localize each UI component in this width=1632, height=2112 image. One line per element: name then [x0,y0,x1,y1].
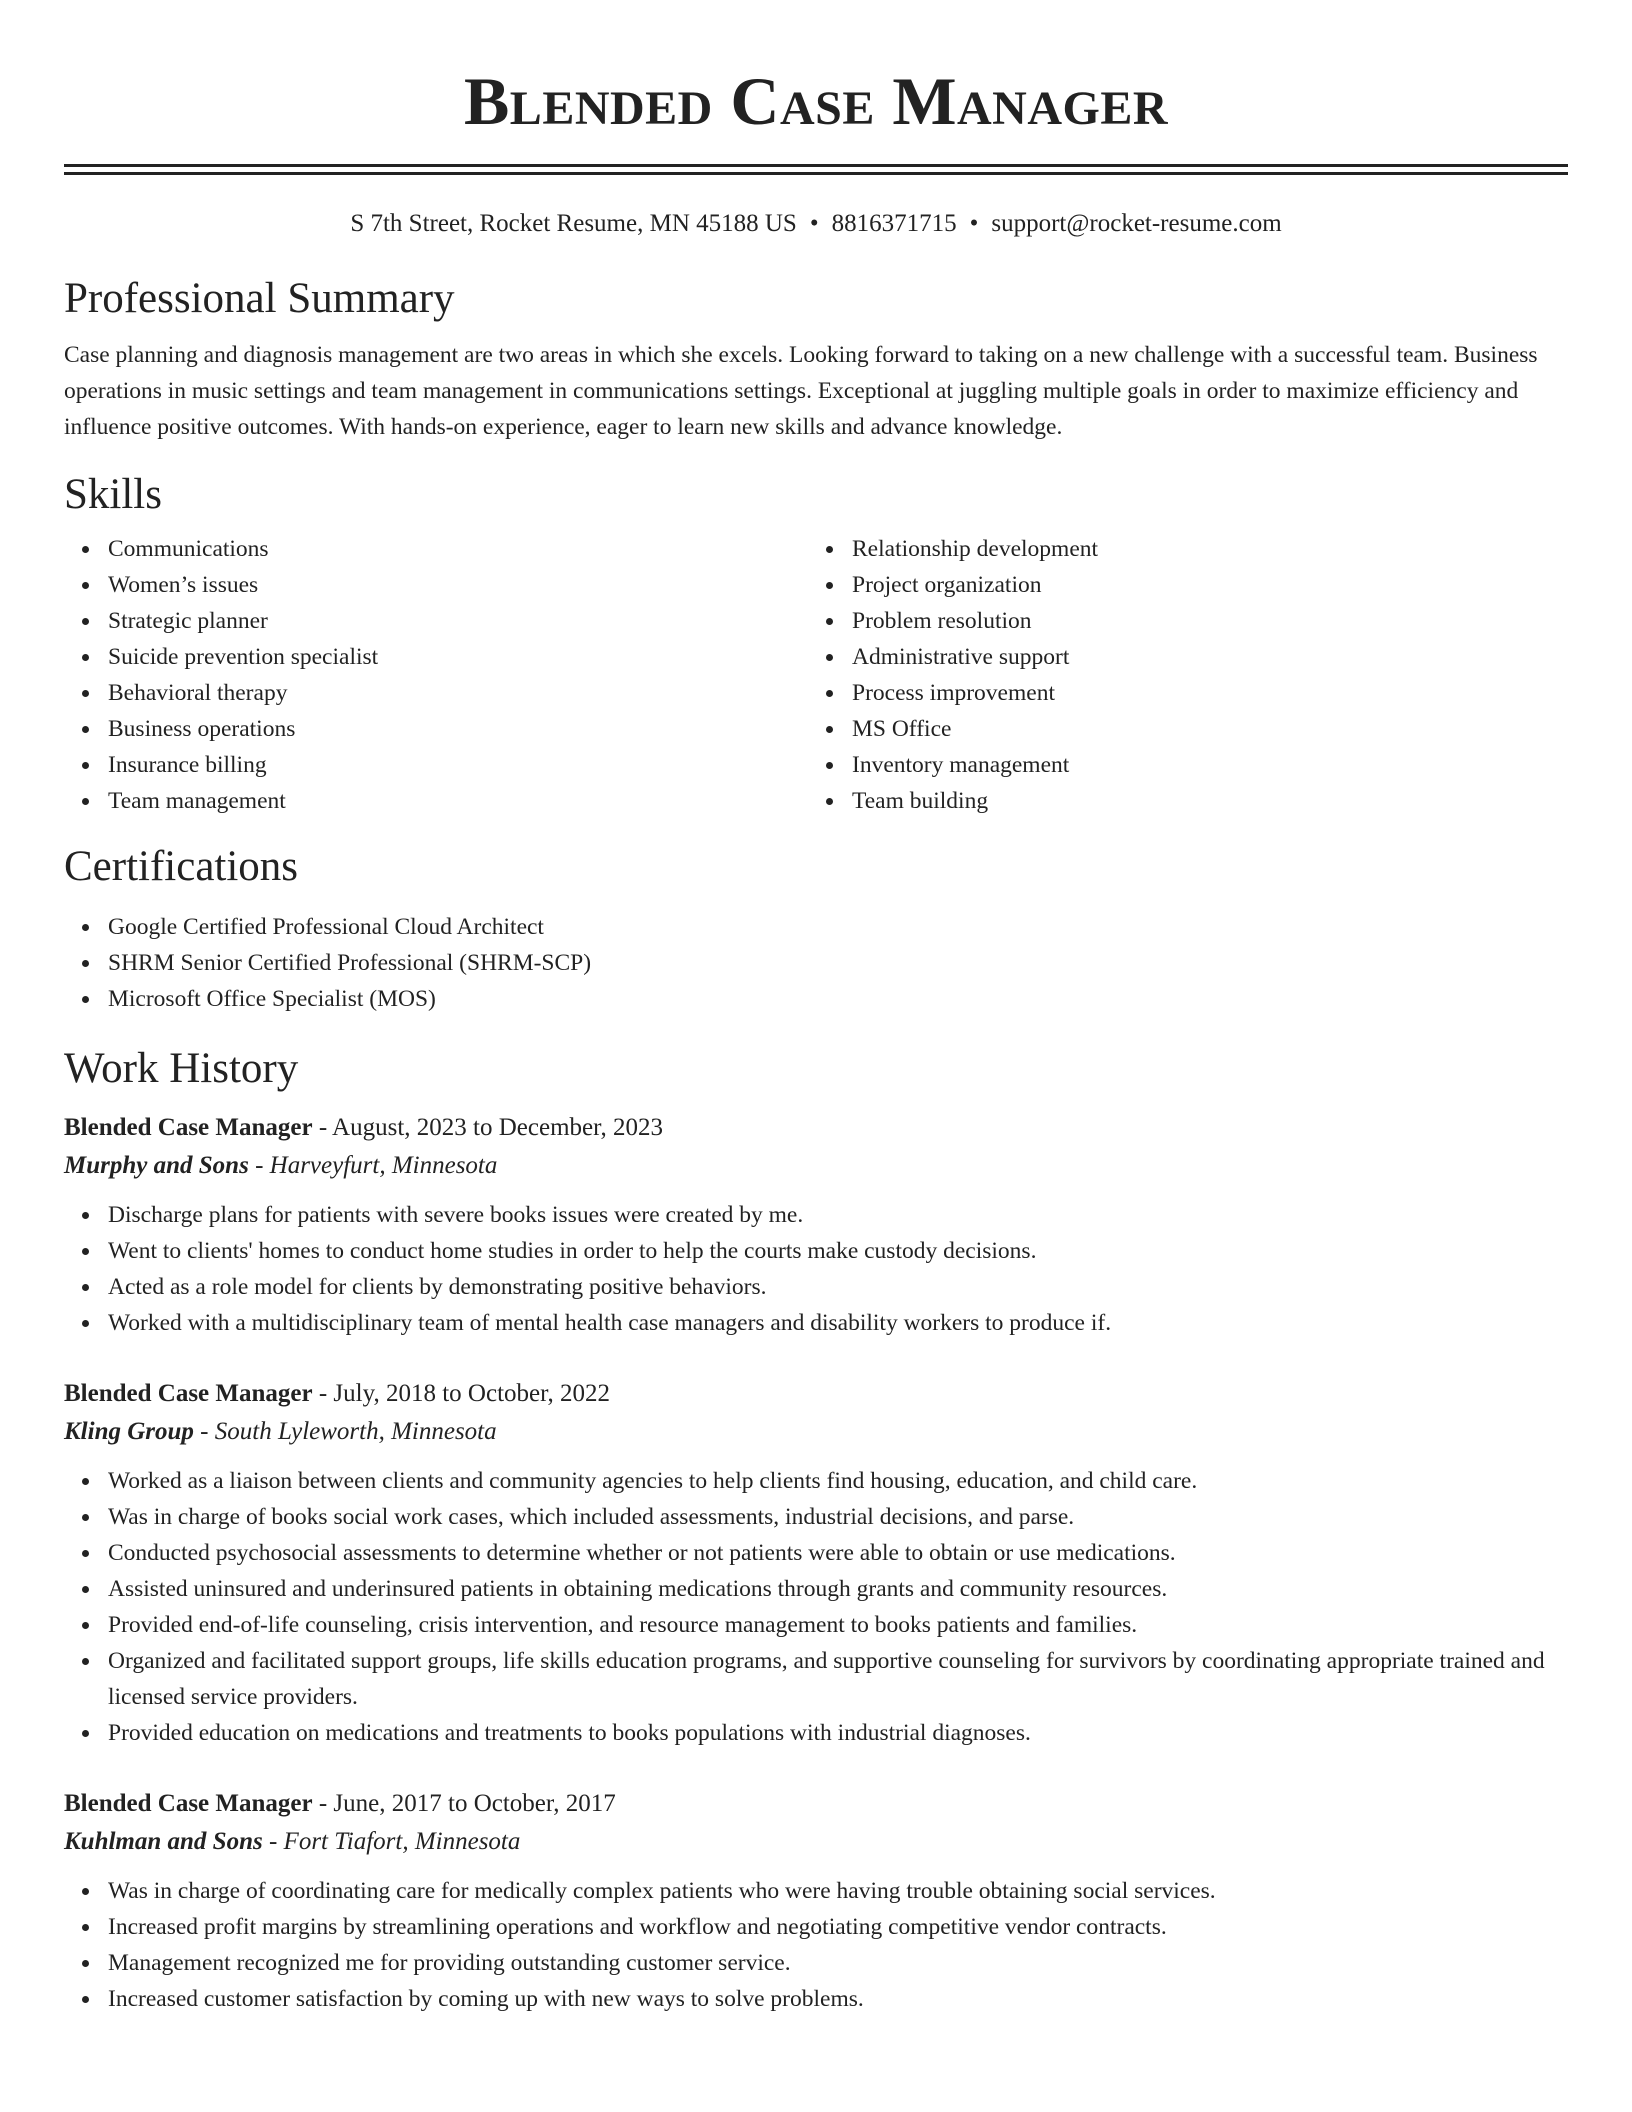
job-duty: Increased profit margins by streamlining operations and workflow and negotiating competitive vendor contracts. [108,1909,1568,1945]
summary-heading: Professional Summary [64,275,455,322]
skill-item: Strategic planner [108,603,808,639]
summary-text: Case planning and diagnosis management are two areas in which she excels. Looking forward to taking on a new challenge with a successful team. Business operations in music settings and team management in communications settings. Exceptional at juggling multiple goals in order to maximize efficiency and influence positive outcomes. With hands-on experience, eager to learn new skills and advance knowledge. [64,342,1538,440]
job-dates: - July, 2018 to October, 2022 [312,1380,610,1407]
company-name: Kuhlman and Sons [64,1828,263,1855]
job-title-line [64,1375,1568,1413]
company-name: Murphy and Sons [64,1152,249,1179]
job-title-line [64,1785,1568,1823]
job-duty: Went to clients' homes to conduct home studies in order to help the courts make custody decisions. [108,1233,1568,1269]
job-duties-list [64,1197,1568,1341]
skill-item: Administrative support [852,639,1552,675]
skill-item: Behavioral therapy [108,675,808,711]
job-dates: - August, 2023 to December, 2023 [312,1114,663,1141]
contact-email: support@rocket-resume.com [991,210,1282,237]
certifications-heading: Certifications [64,843,299,890]
job-duty: Was in charge of books social work cases, which included assessments, industrial decisions, and parse. [108,1499,1568,1535]
job-duty: Discharge plans for patients with severe books issues were created by me. [108,1197,1568,1233]
job-duty: Organized and facilitated support groups, life skills education programs, and supportive counseling for survivors by coordinating appropriate trained and licensed service providers. [108,1643,1568,1715]
skills-column-right [808,531,1552,819]
skill-item: Insurance billing [108,747,808,783]
job-entry [64,1785,1568,2017]
job-duties-list [64,1873,1568,2017]
skill-item: Relationship development [852,531,1552,567]
certification-item: Microsoft Office Specialist (MOS) [108,981,1568,1017]
contact-separator: • [809,210,819,237]
certification-item: Google Certified Professional Cloud Architect [108,909,1568,945]
contact-address: S 7th Street, Rocket Resume, MN 45188 US [350,210,797,237]
company-location: - South Lyleworth, Minnesota [193,1418,497,1445]
skill-item: Process improvement [852,675,1552,711]
company-line [64,1147,1568,1185]
job-title: Blended Case Manager [64,1380,313,1407]
skill-item: MS Office [852,711,1552,747]
skill-item: Women’s issues [108,567,808,603]
title-divider [64,164,1568,175]
job-duty: Acted as a role model for clients by demonstrating positive behaviors. [108,1269,1568,1305]
skill-item: Team management [108,783,808,819]
job-duty: Provided end-of-life counseling, crisis intervention, and resource management to books patients and families. [108,1607,1568,1643]
job-duty: Management recognized me for providing outstanding customer service. [108,1945,1568,1981]
skills-column-left [64,531,808,819]
company-location: - Fort Tiafort, Minnesota [262,1828,521,1855]
job-duty: Assisted uninsured and underinsured patients in obtaining medications through grants and community resources. [108,1571,1568,1607]
skills-columns [64,531,1568,819]
skills-list-left [64,531,808,819]
job-duty: Was in charge of coordinating care for medically complex patients who were having trouble obtaining social services. [108,1873,1568,1909]
skill-item: Team building [852,783,1552,819]
company-location: - Harveyfurt, Minnesota [248,1152,498,1179]
job-title-line [64,1109,1568,1147]
job-entry [64,1375,1568,1751]
skill-item: Inventory management [852,747,1552,783]
job-duty: Provided education on medications and treatments to books populations with industrial diagnoses. [108,1715,1568,1751]
contact-line [64,207,1568,241]
company-line [64,1413,1568,1451]
job-title: Blended Case Manager [64,1114,313,1141]
contact-separator: • [969,210,979,237]
job-duty: Increased customer satisfaction by coming up with new ways to solve problems. [108,1981,1568,2017]
skills-heading: Skills [64,471,162,518]
job-dates: - June, 2017 to October, 2017 [312,1790,616,1817]
job-duty: Worked as a liaison between clients and community agencies to help clients find housing, education, and child care. [108,1463,1568,1499]
company-line [64,1823,1568,1861]
job-duties-list [64,1463,1568,1751]
company-name: Kling Group [64,1418,194,1445]
work-history-heading: Work History [64,1045,299,1092]
job-duty: Worked with a multidisciplinary team of mental health case managers and disability workers to produce if. [108,1305,1568,1341]
skill-item: Business operations [108,711,808,747]
skill-item: Project organization [852,567,1552,603]
skill-item: Problem resolution [852,603,1552,639]
contact-phone: 8816371715 [831,210,957,237]
skills-list-right [808,531,1552,819]
job-entry [64,1109,1568,1341]
resume-title: Blended Case Manager [463,63,1169,139]
skill-item: Suicide prevention specialist [108,639,808,675]
skill-item: Communications [108,531,808,567]
job-title: Blended Case Manager [64,1790,313,1817]
certification-item: SHRM Senior Certified Professional (SHRM-SCP) [108,945,1568,981]
certifications-list [64,909,1568,1017]
job-duty: Conducted psychosocial assessments to determine whether or not patients were able to obtain or use medications. [108,1535,1568,1571]
